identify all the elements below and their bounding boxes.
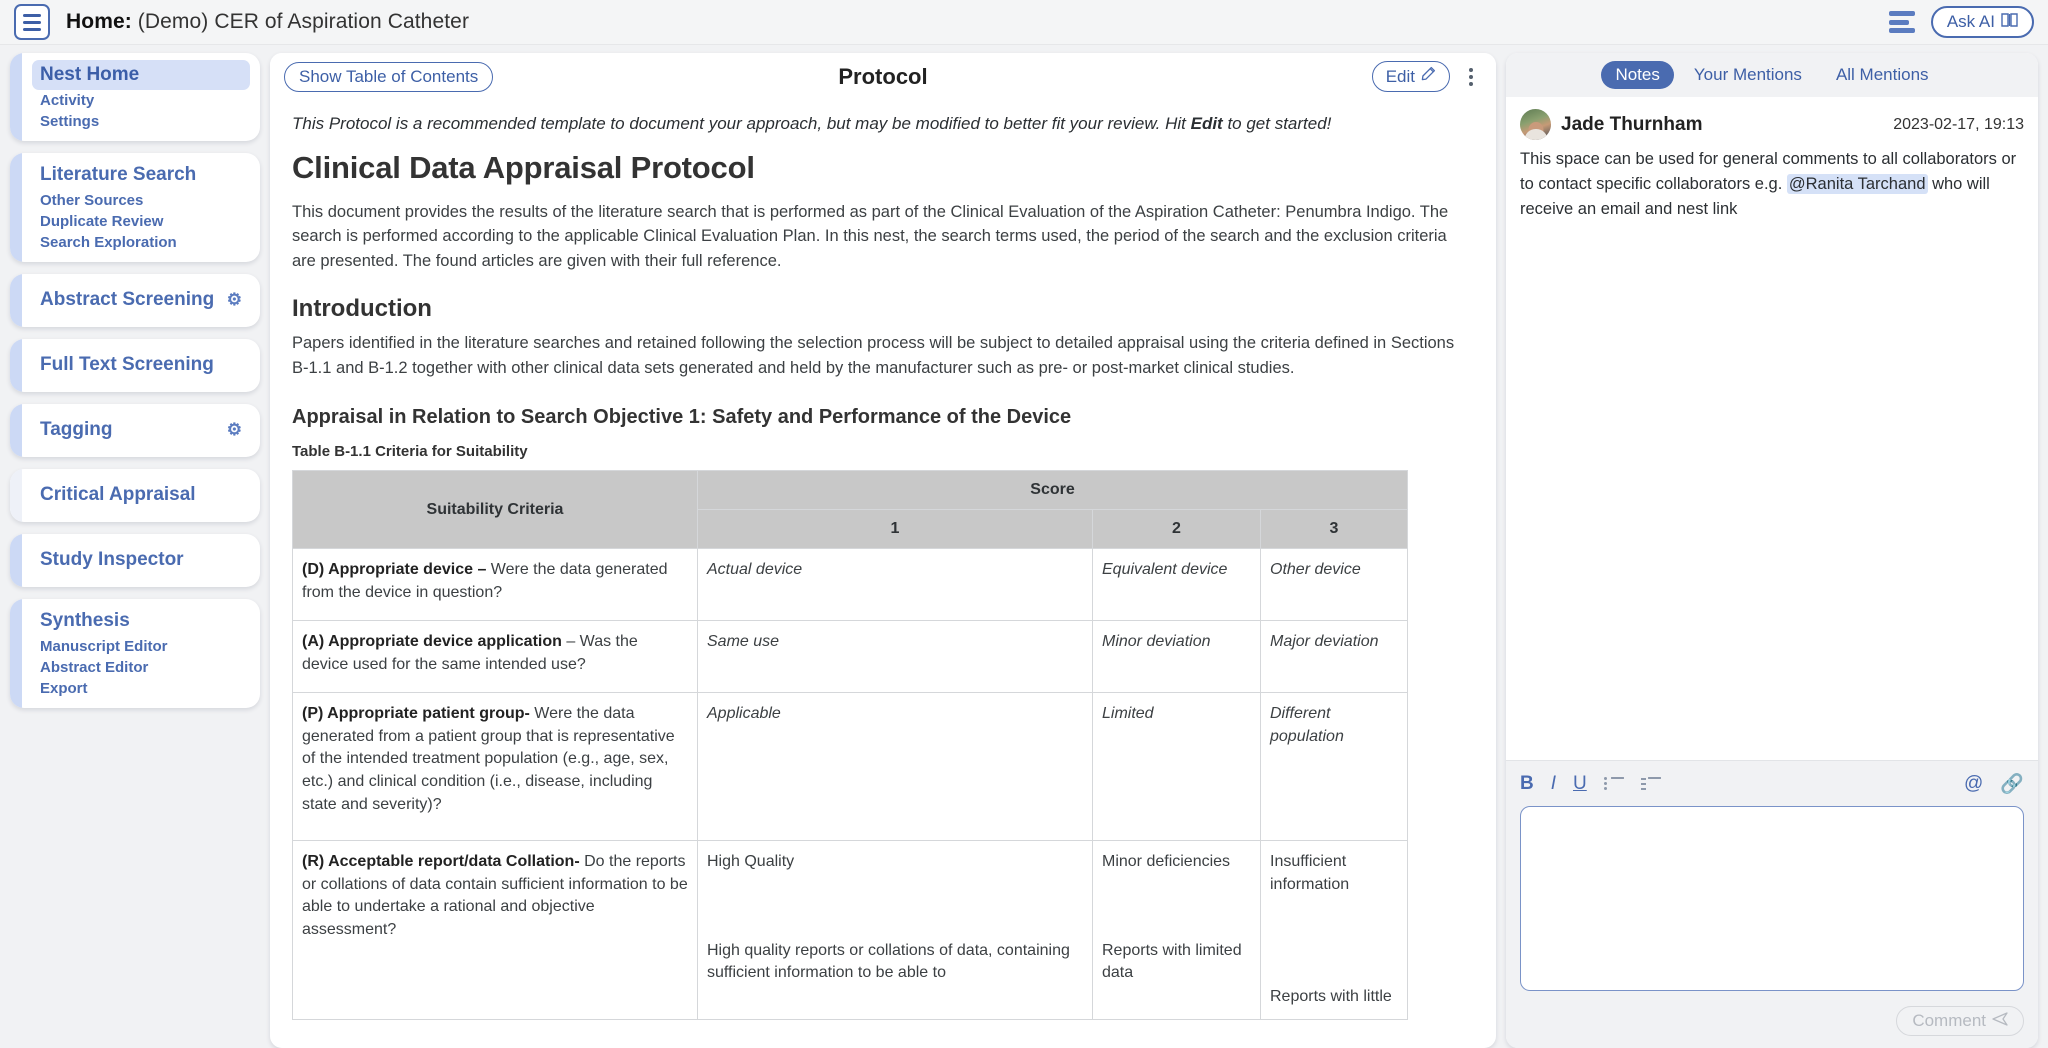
- page-title-text: (Demo) CER of Aspiration Catheter: [131, 10, 470, 33]
- criteria-text: Were the data generated from the device in question?: [302, 561, 668, 601]
- sidebar-item-study-inspector[interactable]: [32, 545, 250, 575]
- document-paragraph-1: This document provides the results of the literature search that is performed as part of the Clinical Evaluation of the Aspiration Catheter: Penumbra Indigo. The search is performed according to the applicable Clinical Evaluation Plan. In this nest, the search terms used, the period of the search and the exclusion criteria are presented. The found articles are given with their full reference.: [292, 203, 1449, 270]
- sidebar-item-abstract-screening[interactable]: [32, 285, 250, 315]
- table-header-row: [293, 471, 1408, 510]
- score-2-label: Minor deficiencies: [1102, 853, 1231, 871]
- group-accent-bar: [10, 534, 22, 587]
- sidebar-item-duplicate-review[interactable]: [32, 211, 250, 232]
- sidebar-group-abstract-screening: [10, 274, 260, 327]
- table-cell-score-3: [1261, 841, 1408, 1020]
- table-cell-criteria: [293, 549, 698, 621]
- sidebar-item-synthesis[interactable]: [32, 606, 250, 636]
- list-view-icon[interactable]: [1889, 11, 1915, 33]
- sidebar-group-literature-search: [10, 153, 260, 262]
- sidebar-item-label: Abstract Editor: [40, 659, 149, 676]
- table-cell-score-1: [698, 841, 1093, 1020]
- hamburger-line: [23, 14, 41, 17]
- criteria-code: (D) Appropriate device –: [302, 561, 487, 579]
- kebab-dot: [1469, 68, 1473, 72]
- table-header-score-1: 1: [698, 510, 1093, 549]
- ask-ai-button[interactable]: [1931, 6, 2034, 38]
- page-title: [66, 10, 469, 34]
- bullet-list-icon[interactable]: [1604, 777, 1624, 791]
- sidebar-item-label: Abstract Screening: [40, 289, 215, 310]
- underline-button[interactable]: U: [1573, 773, 1587, 794]
- notes-list: [1506, 97, 2038, 760]
- table-row: [293, 621, 1408, 693]
- document-toolbar: [270, 53, 1496, 100]
- gear-icon[interactable]: ⚙: [226, 420, 242, 439]
- hamburger-icon[interactable]: [14, 4, 50, 40]
- table-caption: Table B-1.1 Criteria for Suitability: [292, 443, 528, 461]
- sidebar-item-critical-appraisal[interactable]: [32, 480, 250, 510]
- table-cell-score-2: Minor deviation: [1093, 621, 1261, 693]
- sidebar-item-label: Duplicate Review: [40, 213, 164, 230]
- sidebar-item-label: Literature Search: [40, 164, 197, 185]
- send-icon: [1992, 1011, 2008, 1031]
- table-cell-score-3: Different population: [1261, 693, 1408, 841]
- table-cell-criteria: [293, 841, 698, 1020]
- criteria-code: (A) Appropriate device application: [302, 633, 562, 651]
- comment-editor: [1506, 760, 2038, 1048]
- document-heading-introduction: Introduction: [292, 295, 432, 323]
- table-cell-criteria: [293, 621, 698, 693]
- sidebar-item-full-text-screening[interactable]: [32, 350, 250, 380]
- table-header-score-2: 2: [1093, 510, 1261, 549]
- document-heading-1: Clinical Data Appraisal Protocol: [292, 150, 755, 185]
- criteria-text: Were the data generated from a patient group that is representative of the intended treatment population (e.g., age, sex, etc.) and clinical condition (i.e., disease, including state and severity)?: [302, 705, 675, 813]
- document-title: Protocol: [838, 63, 928, 89]
- sidebar-item-literature-search[interactable]: [32, 160, 250, 190]
- sidebar-item-label: Full Text Screening: [40, 354, 214, 375]
- more-options-icon[interactable]: [1460, 64, 1482, 90]
- document-content: [270, 100, 1496, 1048]
- sidebar-item-label: Other Sources: [40, 192, 144, 209]
- note-header: [1520, 109, 2024, 140]
- tab-notes[interactable]: Notes: [1601, 61, 1673, 89]
- table-cell-score-2: Equivalent device: [1093, 549, 1261, 621]
- gear-icon[interactable]: ⚙: [226, 290, 242, 309]
- score-3-detail: Reports with little: [1270, 988, 1392, 1006]
- avatar: [1520, 109, 1551, 140]
- page-title-prefix: Home:: [66, 10, 132, 33]
- list-line: [1889, 11, 1915, 16]
- table-cell-score-2: [1093, 841, 1261, 1020]
- score-1-label: High Quality: [707, 853, 795, 871]
- top-bar-actions: [1889, 6, 2034, 38]
- group-accent-bar: [10, 599, 22, 708]
- table-row: [293, 841, 1408, 1020]
- table-cell-score-3: Other device: [1261, 549, 1408, 621]
- list-line: [1889, 20, 1909, 25]
- numbered-list-icon[interactable]: [1641, 777, 1661, 791]
- banner-bold: Edit: [1190, 114, 1223, 133]
- pencil-icon: [1420, 66, 1436, 87]
- at-mention-icon[interactable]: @: [1964, 773, 1984, 794]
- show-table-of-contents-button[interactable]: Show Table of Contents: [284, 62, 493, 92]
- table-header-score: Score: [698, 471, 1408, 510]
- table-header-score-3: 3: [1261, 510, 1408, 549]
- sidebar-item-export[interactable]: [32, 678, 250, 699]
- hamburger-line: [23, 21, 41, 24]
- table-cell-score-2: Limited: [1093, 693, 1261, 841]
- document-heading-appraisal: Appraisal in Relation to Search Objective 1: Safety and Performance of the Device: [292, 406, 1072, 429]
- tab-all-mentions[interactable]: All Mentions: [1835, 65, 1929, 84]
- sidebar-item-label: Settings: [40, 113, 100, 130]
- sidebar-item-settings[interactable]: [32, 111, 250, 132]
- note-mention[interactable]: @Ranita Tarchand: [1788, 174, 1926, 193]
- table-header-criteria: Suitability Criteria: [293, 471, 698, 549]
- score-2-detail: Reports with limited data: [1102, 941, 1242, 982]
- document-paragraph-2: Papers identified in the literature searches and retained following the selection process will be subject to detailed appraisal using the criteria defined in Sections B-1.1 and B-1.2 together with other clinical data sets generated and held by the manufacturer such as pre- or post-market clinical studies.: [292, 334, 1455, 377]
- list-item: [1520, 109, 2024, 221]
- notes-tab-bar: [1506, 53, 2038, 97]
- list-line: [1889, 28, 1915, 33]
- sidebar-group-synthesis: [10, 599, 260, 708]
- sidebar-item-label: Tagging: [40, 419, 113, 440]
- sidebar-item-label: Study Inspector: [40, 549, 184, 570]
- comment-button-label: Comment: [1912, 1011, 1986, 1030]
- group-accent-bar: [10, 469, 22, 522]
- table-row: [293, 693, 1408, 841]
- edit-button-label: Edit: [1385, 66, 1415, 86]
- sidebar-item-label: Critical Appraisal: [40, 484, 196, 505]
- table-cell-score-3: Major deviation: [1261, 621, 1408, 693]
- tab-your-mentions[interactable]: Your Mentions: [1693, 65, 1802, 84]
- sidebar-item-activity[interactable]: [32, 90, 250, 111]
- sidebar-group-nest-home: [10, 53, 260, 141]
- score-3-label: Insufficient information: [1270, 853, 1350, 893]
- book-icon: [2001, 12, 2018, 32]
- sidebar-item-search-exploration[interactable]: [32, 232, 250, 253]
- sidebar-item-label: Nest Home: [40, 64, 140, 85]
- criteria-text: – Was the device used for the same intended use?: [302, 633, 638, 673]
- group-accent-bar: [10, 274, 22, 327]
- kebab-dot: [1469, 75, 1473, 79]
- criteria-text: Do the reports or collations of data contain sufficient information to be able to undertake a rational and objective assessment?: [302, 853, 688, 939]
- sidebar-item-label: Activity: [40, 92, 95, 109]
- group-accent-bar: [10, 404, 22, 457]
- comment-input[interactable]: [1520, 806, 2024, 991]
- criteria-code: (R) Acceptable report/data Collation-: [302, 853, 580, 871]
- kebab-dot: [1469, 82, 1473, 86]
- note-text-before: This space can be used for general comments to all collaborators or to contact specific collaborators e.g.: [1520, 150, 2017, 193]
- group-accent-bar: [10, 153, 22, 262]
- comment-submit-button[interactable]: [1896, 1006, 2024, 1036]
- sidebar-group-full-text-screening: [10, 339, 260, 392]
- table-cell-score-1: Same use: [698, 621, 1093, 693]
- note-body: [1520, 147, 2024, 221]
- sidebar-item-nest-home[interactable]: [32, 60, 250, 90]
- bold-button[interactable]: B: [1520, 773, 1534, 794]
- sidebar-item-label: Search Exploration: [40, 234, 177, 251]
- sidebar-item-abstract-editor[interactable]: [32, 657, 250, 678]
- criteria-code: (P) Appropriate patient group-: [302, 705, 530, 723]
- note-author: Jade Thurnham: [1561, 113, 1703, 135]
- table-cell-score-1: Actual device: [698, 549, 1093, 621]
- notes-panel: [1506, 53, 2038, 1048]
- score-1-detail: High quality reports or collations of data, containing sufficient information to be able to: [707, 941, 1070, 982]
- sidebar-item-label: Manuscript Editor: [40, 638, 168, 655]
- sidebar-item-other-sources[interactable]: [32, 190, 250, 211]
- app-body: [0, 45, 2048, 1048]
- table-cell-score-1: Applicable: [698, 693, 1093, 841]
- editor-actions: [1520, 1006, 2024, 1036]
- banner-prefix: This Protocol is a recommended template to document your approach, but may be modified to better fit your review. Hit: [292, 114, 1191, 133]
- template-banner: [292, 114, 1474, 134]
- editor-toolbar: [1520, 771, 2024, 797]
- group-accent-bar: [10, 53, 22, 141]
- sidebar: [10, 53, 260, 1048]
- hamburger-line: [23, 28, 41, 31]
- sidebar-item-tagging[interactable]: [32, 415, 250, 445]
- sidebar-item-label: Synthesis: [40, 610, 130, 631]
- sidebar-group-tagging: [10, 404, 260, 457]
- group-accent-bar: [10, 339, 22, 392]
- table-row: [293, 549, 1408, 621]
- sidebar-item-label: Export: [40, 680, 88, 697]
- document-toolbar-actions: [1372, 61, 1482, 92]
- document-panel: [270, 53, 1496, 1048]
- table-cell-criteria: [293, 693, 698, 841]
- sidebar-group-study-inspector: [10, 534, 260, 587]
- sidebar-group-critical-appraisal: [10, 469, 260, 522]
- note-text-after: who will receive an email and nest link: [1520, 174, 1990, 218]
- suitability-criteria-table: [292, 470, 1408, 1020]
- top-bar: [0, 0, 2048, 45]
- note-timestamp: 2023-02-17, 19:13: [1893, 115, 2024, 133]
- sidebar-item-manuscript-editor[interactable]: [32, 636, 250, 657]
- banner-suffix: to get started!: [1222, 114, 1332, 133]
- edit-button[interactable]: [1372, 61, 1450, 92]
- link-icon[interactable]: 🔗: [2000, 774, 2024, 795]
- italic-button[interactable]: I: [1550, 773, 1557, 794]
- ask-ai-label: Ask AI: [1946, 12, 1995, 31]
